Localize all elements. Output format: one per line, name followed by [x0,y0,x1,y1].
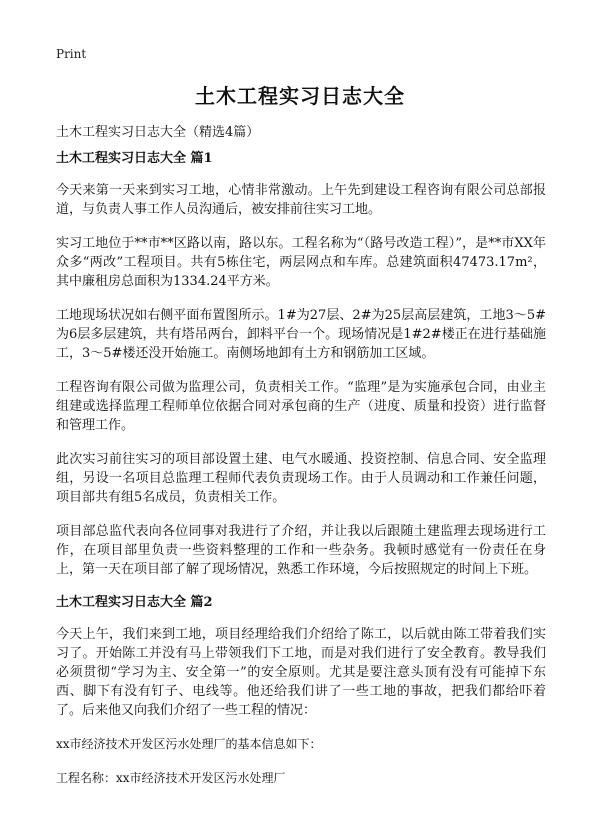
paragraph: xx市经济技术开发区污水处理厂的基本信息如下： [56,737,322,751]
paragraph: 此次实习前往实习的项目部设置土建、电气水暖通、投资控制、信息合同、安全监理组，另设一名项目总监理工程师代表负责现场工作。由于人员调动和工作兼任问题，项目部共有组5名成员，负责相关工作。 [56,452,546,505]
page-title: 土木工程实习日志大全 [195,84,405,108]
paragraph: 实习工地位于**市**区路以南，路以东。工程名称为“（路号改造工程）”，是**市XX年众多“两改”工程项目。共有5栋住宅，两层网点和车库。总建筑面积47473.17m²，其中廉租房总面积为1334.24平方米。 [56,236,546,289]
section-heading: 土木工程实习日志大全 篇1 [56,151,213,166]
paragraph: 工程咨询有限公司做为监理公司，负责相关工作。“监理”是为实施承包合同，由业主组建或选择监理工程师单位依据合同对承包商的生产（进度、质量和投资）进行监督和管理工作。 [56,380,546,433]
section-2 [56,594,546,788]
paragraph: 今天来第一天来到实习工地，心情非常激动。上午先到建设工程咨询有限公司总部报道，与负责人事工作人员沟通后，被安排前往实习工地。 [56,183,546,217]
section-heading: 土木工程实习日志大全 篇2 [56,595,213,610]
document-subtitle: 土木工程实习日志大全（精选4篇） [56,125,260,140]
section-1 [56,150,546,579]
paragraph: 项目部总监代表向各位同事对我进行了介绍，并让我以后跟随土建监理去现场进行工作，在项目部里负责一些资料整理的工作和一些杂务。我顿时感觉有一份责任在身上，第一天在项目部了解了现场情况，熟悉工作环境，今后按照规定的时间上下班。 [56,524,546,577]
paragraph: 工地现场状况如右侧平面布置图所示。1#为27层、2#为25层高层建筑，工地3～5#为6层多层建筑，共有塔吊两台，卸料平台一个。现场情况是1#2#楼正在进行基础施工，3～5#楼还没开始施工。南侧场地卸有土方和钢筋加工区域。 [56,308,546,361]
document-body [56,150,546,803]
print-link[interactable]: Print [56,47,87,61]
paragraph: 工程名称：xx市经济技术开发区污水处理厂 [56,771,286,785]
paragraph: 今天上午，我们来到工地，项目经理给我们介绍给了陈工，以后就由陈工带着我们实习了。开始陈工并没有马上带领我们下工地，而是对我们进行了安全教育。教导我们必须贯彻“学习为主、安全第一”的安全原则。尤其是要注意头顶有没有可能掉下东西、脚下有没有钉子、电线等。他还给我们讲了一些工地的事故，把我们都给吓着了。后来他又向我们介绍了一些工程的情况： [56,627,546,718]
